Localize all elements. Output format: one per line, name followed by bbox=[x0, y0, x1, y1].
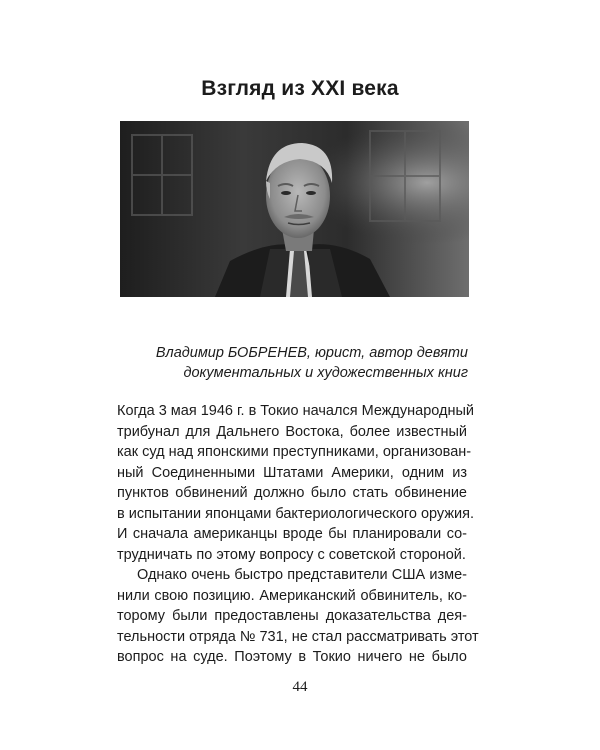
text-line: торому были предоставлены доказательства дея- bbox=[117, 608, 467, 624]
text-line: как суд над японскими преступниками, организован- bbox=[117, 444, 472, 460]
photo-caption bbox=[108, 343, 468, 383]
text-line: И сначала американцы вроде бы планировали со- bbox=[117, 526, 467, 542]
caption-line: Владимир БОБРЕНЕВ, юрист, автор девяти bbox=[155, 345, 468, 361]
text-line: ный Соединенными Штатами Америки, одним из bbox=[117, 464, 467, 481]
text-line: нили свою позицию. Американский обвинитель, ко- bbox=[117, 587, 467, 604]
text-line: Однако очень быстро представители США изме- bbox=[137, 567, 467, 583]
text-line: тельности отряда № 731, не стал рассматривать этот bbox=[117, 628, 479, 645]
text-line: пунктов обвинений должно было стать обвинение bbox=[117, 485, 467, 501]
text-line: трудничать по этому вопросу с советской стороной. bbox=[117, 546, 466, 563]
text-line: трибунал для Дальнего Востока, более известный bbox=[117, 423, 467, 440]
portrait-photo bbox=[120, 121, 469, 297]
caption-line: документальных и художественных книг bbox=[183, 365, 468, 381]
page-number: 44 bbox=[292, 679, 308, 695]
page-title: Взгляд из XXI века bbox=[201, 77, 399, 100]
text-line: Когда 3 мая 1946 г. в Токио начался Международный bbox=[117, 403, 475, 419]
paragraph bbox=[117, 401, 475, 565]
body-text bbox=[117, 401, 479, 668]
text-line: вопрос на суде. Поэтому в Токио ничего не было bbox=[117, 649, 467, 665]
paragraph bbox=[117, 565, 479, 668]
text-line: в испытании японцами бактериологического оружия. bbox=[117, 505, 475, 522]
